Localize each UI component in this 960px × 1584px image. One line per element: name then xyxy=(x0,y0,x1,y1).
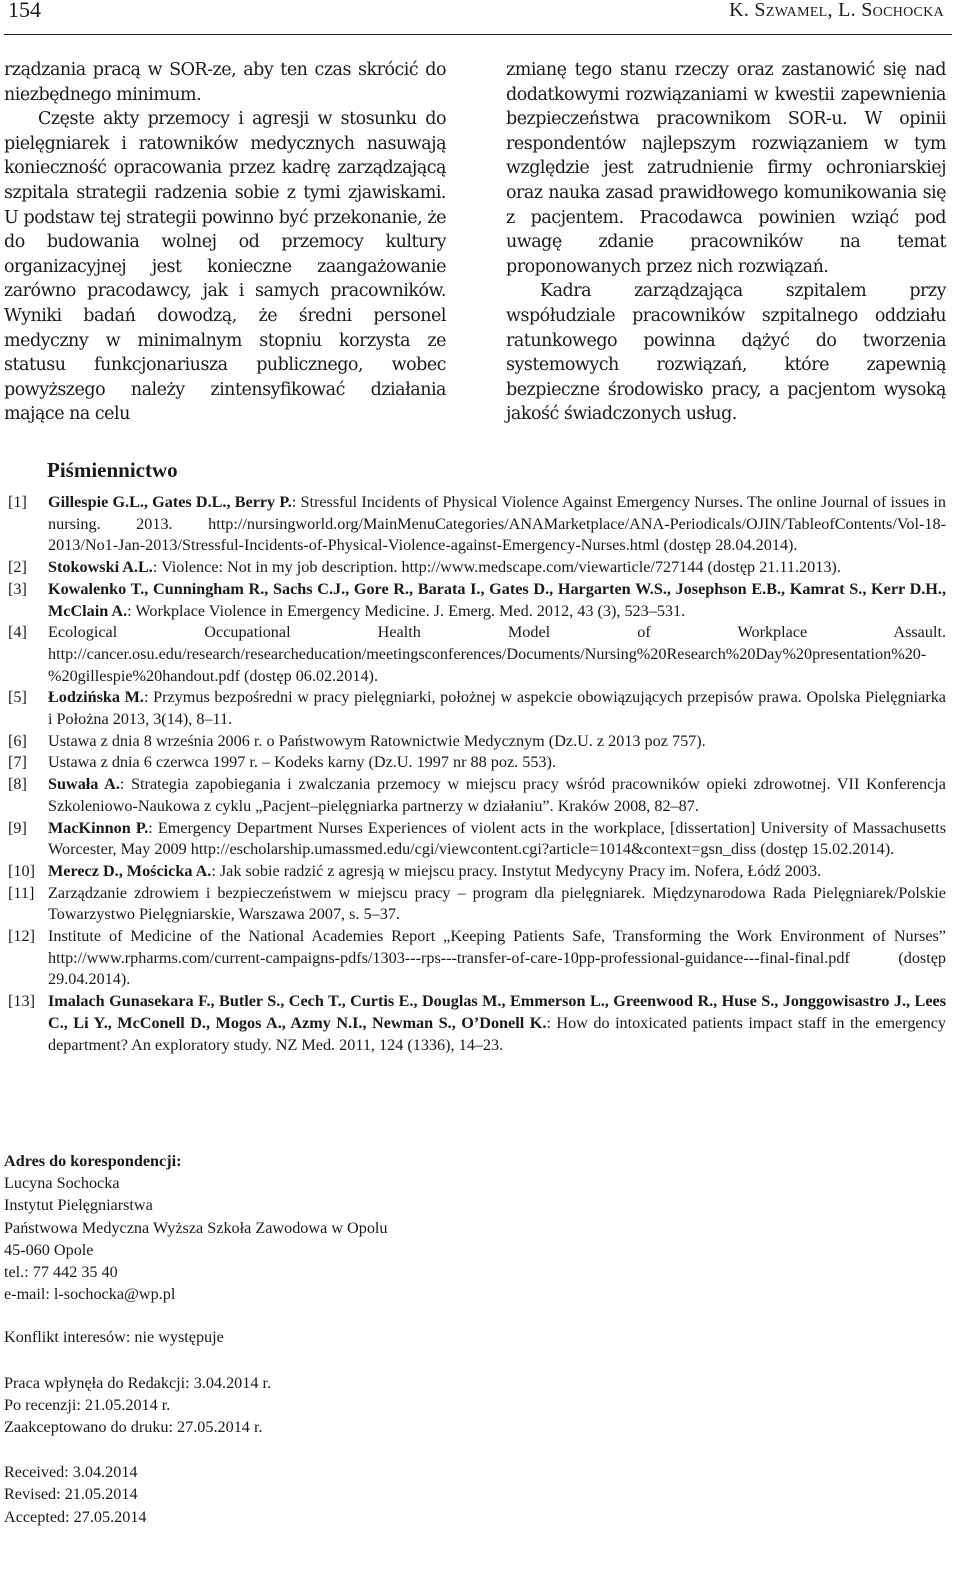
reference-number: [1] xyxy=(8,493,27,511)
reference-number: [4] xyxy=(8,623,27,642)
reference-text xyxy=(48,861,946,883)
reference-body: : How do intoxicated patients impact staff in the emergency department? An exploratory study. NZ Med. 2011, 124 (1336), 14–23. xyxy=(48,1013,946,1054)
correspondence-block xyxy=(4,1150,564,1528)
reference-body: : Stressful Incidents of Physical Violence Against Emergency Nurses. The online Journal of issues in nursing. 2013. http://nursingworld.org/MainMenuCategories/ANAMarketplace/ANA-Periodicals/OJIN/TableofContents/Vol-18-2013/No1-Jan-2013/Stressful-Incidents-of-Physical-Violence-against-Emergency-Nurses.html (dostęp 28.04.2014). xyxy=(48,493,946,555)
correspondence-email: e-mail: l-sochocka@wp.pl xyxy=(4,1285,176,1304)
reference-number: [12] xyxy=(8,927,35,946)
correspondence-institute: Instytut Pielęgniarstwa xyxy=(4,1196,153,1215)
reference-item xyxy=(4,492,946,557)
left-paragraph-1: rządzania pracą w SOR-ze, aby ten czas skrócić do niezbędnego minimum. xyxy=(4,60,446,105)
reference-item xyxy=(4,579,946,622)
reference-item xyxy=(4,991,946,1056)
reference-text xyxy=(48,991,946,1056)
date-received-pl: Praca wpłynęła do Redakcji: 3.04.2014 r. xyxy=(4,1373,272,1392)
reference-number: [8] xyxy=(8,775,27,794)
correspondence-name: Lucyna Sochocka xyxy=(4,1174,120,1193)
reference-item xyxy=(4,752,946,774)
page-header xyxy=(4,0,952,35)
left-paragraph-2: Częste akty przemocy i agresji w stosunku do pielęgniarek i ratowników medycznych nasuwają konieczność opracowania przez kadrę zarządzającą szpitala strategii radzenia sobie z tymi zjawiskami. U podstaw tej strategii powinno być przekonanie, że do budowania wolnej od przemocy kultury organizacyjnej jest konieczne zaangażowanie zarówno pracodawcy, jak i samych pracowników. Wyniki badań dowodzą, że średni personel medyczny w minimalnym stopniu korzysta ze statusu funkcjonariusza publicznego, wobec powyższego należy zintensyfikować działania mające na celu xyxy=(4,109,446,425)
reference-number: [13] xyxy=(8,992,35,1011)
reference-authors: Imalach Gunasekara F., Butler S., Cech T., Curtis E., Douglas M., Emmerson L., Greenwood R., Huse S., Jonggowisastro J., Lees C., Li Y., McConell D., Mogos A., Azmy N.I., Newman S., O’Donell K. xyxy=(48,992,946,1032)
reference-authors: Gillespie G.L., Gates D.L., Berry P. xyxy=(48,493,292,511)
reference-item xyxy=(4,818,946,861)
correspondence-school: Państwowa Medyczna Wyższa Szkoła Zawodowa w Opolu xyxy=(4,1218,388,1237)
date-accepted-pl: Zaakceptowano do druku: 27.05.2014 r. xyxy=(4,1418,263,1437)
date-reviewed-pl: Po recenzji: 21.05.2014 r. xyxy=(4,1395,171,1414)
reference-authors: MacKinnon P. xyxy=(48,818,149,837)
reference-text xyxy=(48,687,946,730)
date-accepted-en: Accepted: 27.05.2014 xyxy=(4,1507,147,1526)
date-received-en: Received: 3.04.2014 xyxy=(4,1463,138,1482)
reference-text xyxy=(48,579,946,622)
reference-item xyxy=(4,774,946,817)
left-text-column xyxy=(4,58,446,427)
reference-text xyxy=(48,752,946,774)
reference-body: : Violence: Not in my job description. http://www.medscape.com/viewarticle/727144 (dostęp 21.11.2013). xyxy=(152,558,841,577)
reference-authors: Kowalenko T., Cunningham R., Sachs C.J., Gore R., Barata I., Gates D., Hargarten W.S., Josephson E.B., Kamrat S., Kerr D.H., McClain A. xyxy=(48,579,946,620)
reference-number: [3] xyxy=(8,579,27,598)
correspondence-postal: 45-060 Opole xyxy=(4,1240,94,1259)
conflict-of-interest: Konflikt interesów: nie występuje xyxy=(4,1328,224,1347)
reference-number: [7] xyxy=(8,753,27,772)
page-number: 154 xyxy=(8,0,41,22)
correspondence-phone: tel.: 77 442 35 40 xyxy=(4,1263,118,1282)
reference-body: Institute of Medicine of the National Academies Report „Keeping Patients Safe, Transforming the Work Environment of Nurses” http://www.rpharms.com/current-campaigns-pdfs/1303---rps---transfer-of-care-10pp-professional-guidance---final-final.pdf (dostęp 29.04.2014). xyxy=(48,927,946,989)
date-revised-en: Revised: 21.05.2014 xyxy=(4,1485,138,1504)
reference-number: [2] xyxy=(8,558,27,577)
reference-item xyxy=(4,883,946,926)
reference-text xyxy=(48,622,946,687)
reference-text xyxy=(48,774,946,817)
reference-body: : Workplace Violence in Emergency Medicine. J. Emerg. Med. 2012, 43 (3), 523–531. xyxy=(127,601,686,620)
reference-authors: Łodzińska M. xyxy=(48,688,144,707)
reference-number: [5] xyxy=(8,688,27,707)
reference-item xyxy=(4,557,946,579)
reference-body: : Emergency Department Nurses Experiences of violent acts in the workplace, [dissertation] University of Massachusetts Worcester, May 2009 http://escholarship.umassmed.edu/cgi/viewcontent.cgi?article=1014&context=gsn_diss (dostęp 15.02.2014). xyxy=(48,818,946,859)
reference-body: Ustawa z dnia 6 czerwca 1997 r. – Kodeks karny (Dz.U. 1997 nr 88 poz. 553). xyxy=(48,753,556,772)
reference-item xyxy=(4,731,946,753)
reference-authors: Suwała A. xyxy=(48,775,120,794)
reference-authors: Merecz D., Mościcka A. xyxy=(48,861,212,880)
reference-text xyxy=(48,818,946,861)
reference-text xyxy=(48,492,946,557)
reference-number: [9] xyxy=(8,818,27,837)
correspondence-heading: Adres do korespondencji: xyxy=(4,1152,182,1170)
reference-body: : Strategia zapobiegania i zwalczania przemocy w miejscu pracy wśród pracowników opieki zdrowotnej. VII Konferencja Szkoleniowo-Naukowa z cyklu „Pacjent–pielęgniarka partnerzy w działaniu”. Kraków 2008, 82–87. xyxy=(48,775,946,815)
reference-authors: Stokowski A.L. xyxy=(48,558,153,577)
right-paragraph-2: Kadra zarządzająca szpitalem przy współudziale pracowników szpitalnego oddziału ratunkowego powinna dążyć do tworzenia systemowych rozwiązań, które zapewnią bezpieczne środowisko pracy, a pacjentom wysoką jakość świadczonych usług. xyxy=(506,281,946,425)
reference-text xyxy=(48,731,946,753)
reference-body: : Przymus bezpośredni w pracy pielęgniarki, położnej w aspekcie obowiązujących przepisów prawa. Opolska Pielęgniarka i Położna 2013, 3(14), 8–11. xyxy=(48,688,946,729)
reference-text xyxy=(48,883,946,926)
reference-number: [11] xyxy=(8,883,35,902)
right-text-column xyxy=(506,58,946,427)
references-list xyxy=(4,492,946,1056)
reference-body: Ustawa z dnia 8 września 2006 r. o Państwowym Ratownictwie Medycznym (Dz.U. z 2013 poz 757). xyxy=(48,731,706,750)
reference-item xyxy=(4,622,946,687)
reference-body: Zarządzanie zdrowiem i bezpieczeństwem w miejscu pracy – program dla pielęgniarek. Międzynarodowa Rada Pielęgniarek/Polskie Towarzystwo Pielęgniarskie, Warszawa 2007, s. 5–37. xyxy=(48,883,946,924)
reference-item xyxy=(4,861,946,883)
running-head-authors: K. Szwamel, L. Sochocka xyxy=(729,0,944,21)
reference-body: : Jak sobie radzić z agresją w miejscu pracy. Instytut Medycyny Pracy im. Nofera, Łódź 2003. xyxy=(211,861,822,880)
reference-text xyxy=(48,926,946,991)
right-paragraph-1: zmianę tego stanu rzeczy oraz zastanowić się nad dodatkowymi rozwiązaniami w kwestii zapewnienia bezpieczeństwa pracownikom SOR-u. W opinii respondentów najlepszym rozwiązaniem w tym względzie jest zatrudnienie firmy ochroniarskiej oraz nauka zasad prawidłowego komunikowania się z pacjentem. Pracodawca powinien wziąć pod uwagę zdanie pracowników na temat proponowanych przez nich rozwiązań. xyxy=(506,60,946,277)
reference-number: [6] xyxy=(8,731,27,750)
reference-number: [10] xyxy=(8,861,35,880)
reference-item xyxy=(4,687,946,730)
reference-body: Ecological Occupational Health Model of Workplace Assault. http://cancer.osu.edu/research/researcheducation/meetingsconferences/Documents/Nursing%20Research%20Day%20presentation%20-%20gillespie%20handout.pdf (dostęp 06.02.2014). xyxy=(48,623,946,685)
reference-text xyxy=(48,557,946,579)
reference-item xyxy=(4,926,946,991)
references-heading: Piśmiennictwo xyxy=(47,458,178,482)
